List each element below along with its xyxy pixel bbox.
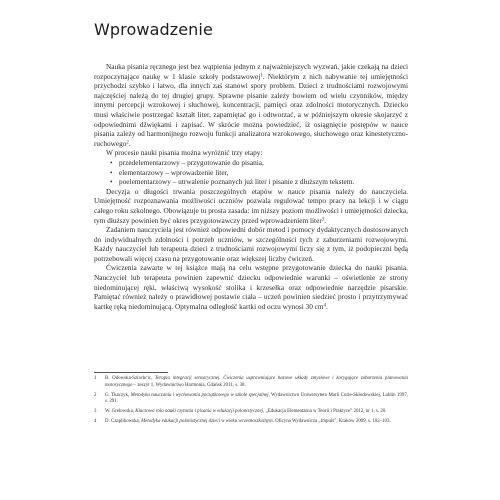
paragraph-intro: Nauka pisania ręcznego jest bez wątpienia jednym z najważniejszych wyzwań, jakie czekają na dzieci rozpoczynające naukę w 1 klasie szkoły podstawowej$^1$. Niektórym z nich nabywanie tej umiejętności przychodzi szybko i łatwo, dla innych zaś stanowi spory problem. Dzieci z trudnościami rozwojowymi najczęściej należą do tej drugiej grupy. Sprawne pisanie zależy bowiem od wielu czynników, między innymi percepcji wzrokowej i słuchowej, koncentracji, pamięci oraz zdolności motorycznych. Dziecko musi właściwie postrzegać kształt liter, zapamiętać go i odtworzać, a w późniejszym okresie skojarzyć z odpowiednimi dźwiękami i zapisać. W skrócie można powiedzieć, iż osiągnięcie postępów w nauce pisania zależy od harmonijnego rozwoju funkcji analizatora wzrokowego, słuchowego oraz kinestetyczno-ruchowego$^2$. [94,62,409,148]
paragraph-exercises: Ćwiczenia zawarte w tej książce mają na celu wstępne przygotowanie dziecka do nauki pisania. Nauczyciel lub terapeuta powinien zapewnić dziecku odpowiednie warunki – oświetlenie ze strony niedominującej ręki, właściwą wysokość stolika i krzesełka oraz odpowiednie narzędzie pisarskie. Pamiętać również należy o prawidłowej postawie ciała – uczeń powinien siedzieć prosto i przytrzymywać kartkę ręką niedominującą. Optymalna odległość kartki od oczu wynosi 30 $cm^4$. [94,263,408,311]
paragraph-duration: Decyzja o długości trwania poszczególnych etapów w nauce pisania należy do nauczyciela. Umiejętność rozpoznawania możliwości uczniów pozwala regulować tempo pracy na lekcji i w ciągu całego roku szkolnego. Obowiązuje tu prosta zasada: im niższy poziom możliwości i umiejętności dziecka, tym dłuższy powinien być okres przygotowawczy przed wprowadzeniem liter$^3$. [94,186,408,225]
footnote-rule [94,372,168,373]
footnote-ref-2[interactable]: 2 [126,140,129,146]
footnote: 2 G. Tkaczyk, Metodyka nauczania i wychowania początkowego w szkole specjalnej, Wydawnictwo Uniwersytetu Marii Curie-Skłodowskiej, Lublin 1997, s. 291. [94,392,408,404]
footnote-ref-1[interactable]: 1 [260,73,263,78]
footnote: 3 W. Grelowska, Kluczowa rola nauki czytania i pisania w edukacji polonistycznej, „Edukacja Elementarna w Teorii i Praktyce” 2012, nr 1, s. 20. [94,409,387,414]
footnote-ref-4[interactable]: 4 [323,303,326,309]
list-item: • poelementarzowy – utrwalenie poznanych już liter i pisanie z dłuższym tekstem. [119,177,408,187]
body-text [94,62,408,311]
paragraph-stages-intro: W procesie nauki pisania można wyróżnić trzy etapy: [106,148,263,158]
footnotes [94,376,408,429]
page-heading: Wprowadzenie [94,20,213,39]
stages-list [94,158,408,187]
footnote: 1 B. Odowska-Szlachcic, Terapia integracji sensorycznej. Ćwiczenia usprawniające bazowe układy zmysłowe i korygujące zaburzenia planowania motorycznego – zeszyt 1, Wydawnictwo Harmonia, Gdańsk 2011, s. 38. [94,376,408,388]
footnote-ref-3[interactable]: 3 [321,216,325,222]
paragraph-methods: Zadaniem nauczyciela jest również odpowiedni dobór metod i pomocy dydaktycznych dostosowanych do indywidualnych zdolności i potrzeb uczniów, w szczególności tych z zaburzeniami rozwojowymi. Każdy nauczyciel lub terapeuta dzieci z trudnościami rozwojowymi liczy się z tym, iż podopieczni będą potrzebowali więcej czasu na przygotowanie oraz większej liczby ćwiczeń. [94,225,408,263]
footnote: 4 D. Czaplikowska, Metodyka edukacji polonistycznej dzieci w wieku wczesnoszkolnym. Oficyna Wydawnicza „Impuls”, Kraków 2009, s. 102–103. [94,419,391,424]
list-item: • przedelementarzowy – przygotowanie do pisania, [119,158,408,168]
list-item: • elementarzowy – wprowadzenie liter, [119,168,408,178]
